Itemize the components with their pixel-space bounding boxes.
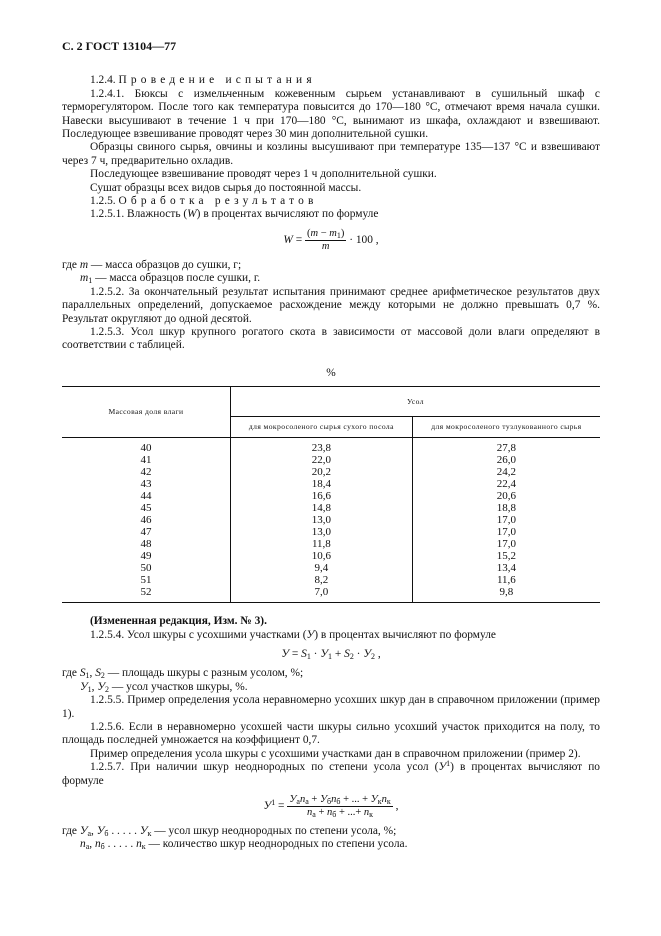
cell-dry-salt: 13,0 — [231, 526, 413, 538]
table-row — [62, 454, 600, 466]
amendment-note: (Измененная редакция, Изм. № 3). — [90, 615, 267, 628]
section-1-2-4-title: 1.2.4. Проведение испытания — [90, 74, 316, 87]
table-row — [62, 550, 600, 562]
cell-moisture: 40 — [62, 438, 231, 455]
cell-dry-salt: 7,0 — [231, 586, 413, 603]
cell-dry-salt: 14,8 — [231, 502, 413, 514]
para-1-2-5-1: 1.2.5.1. Влажность (W) в процентах вычисляют по формуле — [90, 208, 379, 221]
cell-dry-salt: 13,0 — [231, 514, 413, 526]
section-1-2-5-title: 1.2.5. Обработка результатов — [90, 195, 318, 208]
cell-moisture: 43 — [62, 478, 231, 490]
where-m1: $m_1$ — масса образцов после сушки, г. — [80, 272, 261, 286]
table-body — [62, 438, 600, 603]
table-row — [62, 466, 600, 478]
table-row — [62, 538, 600, 550]
para-1-2-5-6: 1.2.5.6. Если в неравномерно усохшей части шкуры сильно усохший участок приходится на полу, то площадь последней умножается на коэффициент 0,7. — [62, 720, 600, 747]
para-dry: Сушат образцы всех видов сырья до постоянной массы. — [90, 181, 362, 194]
where-s: где $S_1$, $S_2$ — площадь шкуры с разным усолом, %; — [62, 667, 304, 681]
table-unit: % — [326, 366, 336, 379]
salt-table — [62, 386, 600, 603]
table-row — [62, 490, 600, 502]
para-example-2: Пример определения усола шкуры с усохшими участками дан в справочном приложении (пример 2). — [90, 747, 581, 760]
cell-brine: 13,4 — [496, 562, 517, 575]
cell-dry-salt: 11,8 — [231, 538, 413, 550]
table-row — [62, 514, 600, 526]
page-header: С. 2 ГОСТ 13104—77 — [62, 39, 177, 53]
cell-dry-salt: 16,6 — [231, 490, 413, 502]
para-1-2-5-3: 1.2.5.3. Усол шкур крупного рогатого скота в зависимости от массовой доли влаги определяют в соответствии с таблицей. — [62, 325, 600, 352]
para-1-2-5-7: 1.2.5.7. При наличии шкур неоднородных по степени усола усол $(У^1)$ в процентах вычисляют по формуле — [62, 759, 600, 787]
para-pigs: Образцы свиного сырья, овчины и козлины высушивают при температуре 135—137 °С и взвешивают через 7 ч, предварительно охладив. — [62, 141, 600, 167]
table-header-moisture: Массовая доля влаги — [62, 387, 231, 438]
cell-moisture: 48 — [62, 538, 231, 550]
cell-moisture: 49 — [62, 550, 231, 562]
cell-brine: 20,6 — [496, 490, 517, 503]
where-y: $У_1$, $У_2$ — усол участков шкуры, %. — [80, 680, 248, 694]
para-1-2-5-4: 1.2.5.4. Усол шкуры с усохшими участками (У) в процентах вычисляют по формуле — [90, 628, 496, 641]
cell-dry-salt: 20,2 — [231, 466, 413, 478]
cell-dry-salt: 10,6 — [231, 550, 413, 562]
table-row — [62, 478, 600, 490]
cell-moisture: 45 — [62, 502, 231, 514]
formula-moisture: W = $\frac{(m - m_1)}{m}$ · 100 , — [283, 227, 379, 252]
cell-moisture: 52 — [62, 586, 231, 603]
para-1-2-5-2: 1.2.5.2. За окончательный результат испытания принимают среднее арифметическое результатов двух параллельных определений, допускаемое расхождение между которыми не должно превышать 0,7 %. Результат округляют до одной десятой. — [62, 285, 600, 325]
cell-brine: 9,8 — [412, 586, 600, 603]
para-next-weigh: Последующее взвешивание проводят через 1 ч дополнительной сушки. — [90, 168, 437, 181]
cell-moisture: 44 — [62, 490, 231, 502]
cell-brine: 17,0 — [496, 526, 517, 539]
cell-dry-salt: 23,8 — [231, 438, 413, 455]
cell-brine: 11,6 — [496, 574, 516, 587]
cell-brine: 27,8 — [496, 442, 517, 455]
table-header-dry-salt: для мокросоленого сырья сухого посола — [231, 417, 413, 438]
cell-brine: 15,2 — [496, 550, 517, 563]
table-header-group: Усол — [231, 387, 601, 417]
cell-moisture: 50 — [62, 562, 231, 574]
cell-brine: 22,4 — [496, 478, 517, 491]
table-row — [62, 438, 600, 455]
cell-brine: 26,0 — [496, 454, 517, 467]
table-row — [62, 502, 600, 514]
where-ya: где $У_а$, $У_б$ . . . . . $У_к$ — усол шкур неоднородных по степени усола, %; — [62, 825, 397, 838]
cell-moisture: 46 — [62, 514, 231, 526]
cell-moisture: 51 — [62, 574, 231, 586]
cell-dry-salt: 22,0 — [231, 454, 413, 466]
table-header-brine: для мокросоленого тузлукованного сырья — [412, 417, 600, 438]
cell-dry-salt: 8,2 — [231, 574, 413, 586]
cell-dry-salt: 18,4 — [231, 478, 413, 490]
table-row — [62, 526, 600, 538]
cell-brine: 17,0 — [496, 514, 517, 527]
table-row — [62, 586, 600, 603]
table-row — [62, 574, 600, 586]
cell-dry-salt: 9,4 — [231, 562, 413, 574]
document-page — [62, 40, 600, 852]
formula-weighted-salt: $У^1$ = $\frac{У_аn_а + У_бn_б + ... + У_кn_к}{n_а + n_б + ...+ n_к}$ , — [263, 794, 399, 819]
cell-brine: 17,0 — [496, 538, 517, 551]
cell-moisture: 41 — [62, 454, 231, 466]
cell-moisture: 47 — [62, 526, 231, 538]
formula-salt: $У = S_1 \cdot У_1 + S_2 \cdot У_2$ , — [281, 647, 381, 661]
para-1-2-4-1: 1.2.4.1. Бюксы с измельченным кожевенным сырьем устанавливают в сушильный шкаф с терморегулятором. После того как температура повысится до 170—180 °С, отмечают время начала сушки. Навески высушивают в течение 1 ч при 170—180 °С, вынимают из шкафа, охлаждают и взвешивают. Последующее взвешивание проводят через 30 мин дополнительной сушки. — [62, 87, 600, 141]
where-na: $n_а$, $n_б$ . . . . . $n_к$ — количество шкур неоднородных по степени усола. — [80, 838, 408, 852]
table-row — [62, 562, 600, 574]
cell-brine: 24,2 — [496, 466, 517, 479]
cell-brine: 18,8 — [496, 502, 517, 515]
where-m: где m — масса образцов до сушки, г; — [62, 258, 242, 271]
para-1-2-5-5: 1.2.5.5. Пример определения усола неравномерно усохших шкур дан в справочном приложении (пример 1). — [62, 694, 600, 720]
cell-moisture: 42 — [62, 466, 231, 478]
